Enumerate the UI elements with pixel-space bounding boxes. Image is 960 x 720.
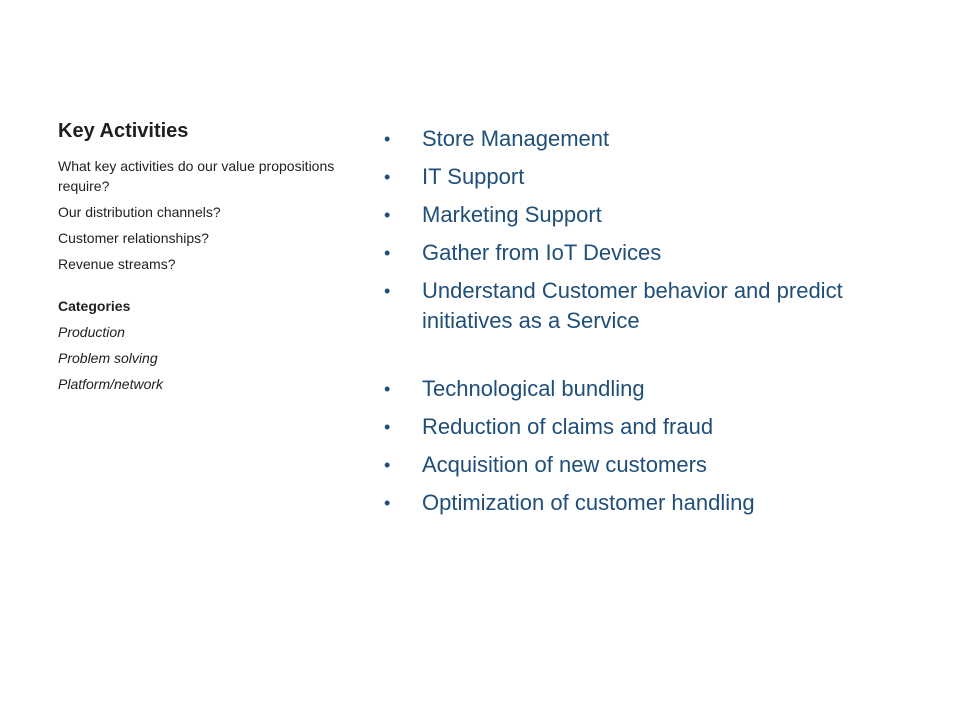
category-item: Platform/network bbox=[58, 376, 164, 392]
bullet-text: Gather from IoT Devices bbox=[422, 240, 662, 265]
bullet-text: Acquisition of new customers bbox=[422, 452, 707, 477]
bullet-list-group-1 bbox=[384, 124, 924, 336]
bullet-text: Marketing Support bbox=[422, 202, 602, 227]
category-item: Problem solving bbox=[58, 350, 158, 366]
category-item: Production bbox=[58, 324, 125, 340]
bullet-icon: • bbox=[384, 129, 391, 149]
bullet-item bbox=[384, 412, 924, 442]
bullet-icon: • bbox=[384, 167, 391, 187]
bullet-item bbox=[384, 488, 924, 518]
question-list bbox=[58, 156, 348, 274]
bullet-item bbox=[384, 162, 924, 192]
bullet-item bbox=[384, 238, 924, 268]
question-item: What key activities do our value propositions require? bbox=[58, 158, 335, 194]
bullet-text: Technological bundling bbox=[422, 376, 645, 401]
bullet-text: Store Management bbox=[422, 126, 610, 151]
bullet-text: Optimization of customer handling bbox=[422, 490, 755, 515]
bullet-icon: • bbox=[384, 205, 391, 225]
bullet-list-group-2 bbox=[384, 374, 924, 518]
bullet-icon: • bbox=[384, 455, 391, 475]
bullet-item bbox=[384, 200, 924, 230]
question-item: Revenue streams? bbox=[58, 256, 176, 272]
question-item: Our distribution channels? bbox=[58, 204, 221, 220]
bullet-icon: • bbox=[384, 281, 391, 301]
bullet-icon: • bbox=[384, 379, 391, 399]
bullet-item bbox=[384, 124, 924, 154]
bullet-text: Reduction of claims and fraud bbox=[422, 414, 714, 439]
question-item: Customer relationships? bbox=[58, 230, 209, 246]
key-activities-panel bbox=[58, 118, 348, 400]
categories-heading: Categories bbox=[58, 298, 131, 314]
bullet-item bbox=[384, 450, 924, 480]
bullet-icon: • bbox=[384, 493, 391, 513]
bullet-icon: • bbox=[384, 243, 391, 263]
bullet-text: IT Support bbox=[422, 164, 525, 189]
section-title: Key Activities bbox=[58, 120, 189, 142]
bullet-item bbox=[384, 374, 924, 404]
activities-bullets-panel bbox=[384, 124, 924, 526]
bullet-item bbox=[384, 276, 924, 336]
category-list bbox=[58, 322, 348, 394]
bullet-text: Understand Customer behavior and predict initiatives as a Service bbox=[422, 278, 843, 333]
bullet-icon: • bbox=[384, 417, 391, 437]
